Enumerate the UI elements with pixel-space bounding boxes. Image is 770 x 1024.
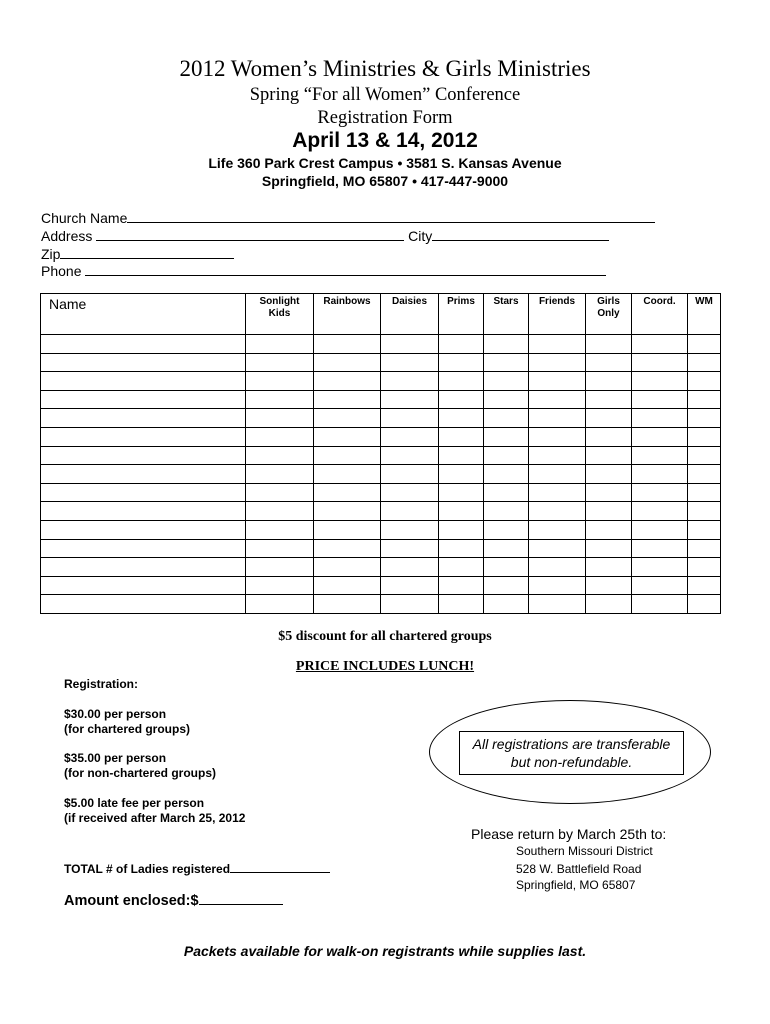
table-cell[interactable]	[381, 335, 439, 354]
table-row	[41, 353, 721, 372]
phone-field[interactable]	[85, 262, 606, 276]
table-cell[interactable]	[484, 595, 529, 614]
name-cell[interactable]	[41, 372, 246, 391]
table-cell[interactable]	[381, 372, 439, 391]
table-cell[interactable]	[688, 372, 721, 391]
return-address-line-1: Southern Missouri District	[516, 844, 653, 858]
column-header-prims: Prims	[439, 294, 484, 335]
table-cell[interactable]	[246, 483, 314, 502]
phone-row	[41, 262, 606, 279]
table-cell[interactable]	[314, 427, 381, 446]
location-line-2: Springfield, MO 65807 • 417-447-9000	[261, 173, 509, 189]
table-cell[interactable]	[439, 409, 484, 428]
table-cell[interactable]	[632, 465, 688, 484]
table-cell[interactable]	[632, 576, 688, 595]
table-cell[interactable]	[632, 446, 688, 465]
name-cell[interactable]	[41, 558, 246, 577]
name-cell[interactable]	[41, 483, 246, 502]
form-name: Registration Form	[317, 108, 453, 128]
table-cell[interactable]	[529, 483, 586, 502]
late-fee: $5.00 late fee per person	[64, 796, 205, 810]
church-name-label: Church Name	[41, 210, 128, 226]
table-row	[41, 372, 721, 391]
table-cell[interactable]	[381, 427, 439, 446]
table-cell[interactable]	[586, 353, 632, 372]
table-cell[interactable]	[688, 558, 721, 577]
table-cell[interactable]	[688, 446, 721, 465]
table-cell[interactable]	[439, 520, 484, 539]
table-cell[interactable]	[688, 465, 721, 484]
table-cell[interactable]	[586, 465, 632, 484]
table-cell[interactable]	[439, 595, 484, 614]
refund-notice-line-2: but non-refundable.	[510, 754, 633, 770]
address-label: Address	[41, 228, 93, 244]
table-cell[interactable]	[632, 558, 688, 577]
table-row	[41, 558, 721, 577]
column-header-daisies: Daisies	[381, 294, 439, 335]
table-cell[interactable]	[586, 427, 632, 446]
table-cell[interactable]	[484, 576, 529, 595]
table-cell[interactable]	[439, 335, 484, 354]
table-cell[interactable]	[586, 558, 632, 577]
table-cell[interactable]	[529, 539, 586, 558]
table-row	[41, 465, 721, 484]
table-cell[interactable]	[314, 558, 381, 577]
table-row	[41, 409, 721, 428]
column-header-coord: Coord.	[632, 294, 688, 335]
name-cell[interactable]	[41, 539, 246, 558]
table-cell[interactable]	[246, 465, 314, 484]
table-row	[41, 335, 721, 354]
refund-notice-line-1: All registrations are transferable	[472, 736, 671, 752]
column-header-sonlight-kids: Sonlight Kids	[246, 294, 314, 335]
column-header-stars: Stars	[484, 294, 529, 335]
table-cell[interactable]	[246, 576, 314, 595]
table-cell[interactable]	[314, 353, 381, 372]
name-cell[interactable]	[41, 409, 246, 428]
table-cell[interactable]	[529, 409, 586, 428]
table-cell[interactable]	[314, 483, 381, 502]
chartered-price: $30.00 per person	[64, 707, 167, 721]
table-cell[interactable]	[688, 353, 721, 372]
table-cell[interactable]	[529, 465, 586, 484]
table-cell[interactable]	[439, 502, 484, 521]
table-cell[interactable]	[314, 502, 381, 521]
chartered-note: (for chartered groups)	[64, 722, 191, 736]
table-cell[interactable]	[484, 465, 529, 484]
phone-label: Phone	[41, 263, 82, 279]
table-header-row	[41, 294, 721, 335]
table-cell[interactable]	[632, 520, 688, 539]
table-cell[interactable]	[484, 502, 529, 521]
table-cell[interactable]	[586, 576, 632, 595]
name-cell[interactable]	[41, 502, 246, 521]
column-header-friends: Friends	[529, 294, 586, 335]
table-row	[41, 520, 721, 539]
city-field[interactable]	[432, 227, 609, 241]
table-cell[interactable]	[586, 595, 632, 614]
address-row	[41, 227, 609, 244]
name-cell[interactable]	[41, 427, 246, 446]
church-name-row	[41, 209, 655, 226]
table-cell[interactable]	[529, 372, 586, 391]
table-row	[41, 446, 721, 465]
table-cell[interactable]	[246, 446, 314, 465]
table-cell[interactable]	[529, 335, 586, 354]
table-cell[interactable]	[586, 502, 632, 521]
table-cell[interactable]	[439, 539, 484, 558]
table-cell[interactable]	[246, 595, 314, 614]
table-cell[interactable]	[632, 595, 688, 614]
total-field[interactable]	[230, 861, 330, 873]
table-cell[interactable]	[688, 483, 721, 502]
table-cell[interactable]	[529, 558, 586, 577]
amount-field[interactable]	[199, 892, 283, 905]
table-cell[interactable]	[246, 427, 314, 446]
table-cell[interactable]	[484, 409, 529, 428]
table-cell[interactable]	[246, 353, 314, 372]
table-cell[interactable]	[439, 372, 484, 391]
nonchartered-note: (for non-chartered groups)	[64, 766, 216, 780]
amount-row	[64, 892, 283, 909]
discount-note: $5 discount for all chartered groups	[278, 629, 492, 644]
table-cell[interactable]	[381, 502, 439, 521]
zip-row	[41, 245, 234, 262]
total-row	[64, 861, 330, 876]
table-cell[interactable]	[688, 390, 721, 409]
table-cell[interactable]	[314, 390, 381, 409]
table-cell[interactable]	[688, 576, 721, 595]
table-cell[interactable]	[484, 520, 529, 539]
table-cell[interactable]	[586, 446, 632, 465]
table-cell[interactable]	[632, 427, 688, 446]
table-row	[41, 483, 721, 502]
name-cell[interactable]	[41, 520, 246, 539]
table-cell[interactable]	[484, 353, 529, 372]
name-cell[interactable]	[41, 390, 246, 409]
registration-heading: Registration:	[64, 677, 139, 691]
table-cell[interactable]	[529, 595, 586, 614]
table-cell[interactable]	[632, 502, 688, 521]
table-cell[interactable]	[586, 483, 632, 502]
table-cell[interactable]	[632, 409, 688, 428]
table-cell[interactable]	[246, 372, 314, 391]
table-cell[interactable]	[484, 390, 529, 409]
table-cell[interactable]	[484, 558, 529, 577]
table-row	[41, 427, 721, 446]
table-cell[interactable]	[688, 409, 721, 428]
table-cell[interactable]	[381, 465, 439, 484]
table-row	[41, 390, 721, 409]
table-cell[interactable]	[246, 502, 314, 521]
table-cell[interactable]	[314, 372, 381, 391]
table-cell[interactable]	[439, 427, 484, 446]
table-cell[interactable]	[484, 335, 529, 354]
table-cell[interactable]	[529, 353, 586, 372]
table-cell[interactable]	[484, 372, 529, 391]
conference-subtitle: Spring “For all Women” Conference	[249, 85, 521, 105]
name-cell[interactable]	[41, 595, 246, 614]
zip-field[interactable]	[60, 245, 234, 259]
name-cell[interactable]	[41, 335, 246, 354]
packets-note: Packets available for walk-on registrants while supplies last.	[183, 943, 587, 959]
table-cell[interactable]	[529, 390, 586, 409]
name-cell[interactable]	[41, 576, 246, 595]
table-cell[interactable]	[688, 502, 721, 521]
table-cell[interactable]	[439, 465, 484, 484]
table-cell[interactable]	[381, 520, 439, 539]
table-cell[interactable]	[246, 335, 314, 354]
return-address-line-2: 528 W. Battlefield Road	[516, 862, 642, 876]
table-cell[interactable]	[381, 390, 439, 409]
table-cell[interactable]	[314, 465, 381, 484]
table-cell[interactable]	[688, 595, 721, 614]
table-cell[interactable]	[314, 595, 381, 614]
zip-label: Zip	[41, 246, 61, 262]
table-cell[interactable]	[484, 483, 529, 502]
table-cell[interactable]	[381, 409, 439, 428]
table-cell[interactable]	[246, 520, 314, 539]
table-cell[interactable]	[314, 409, 381, 428]
table-cell[interactable]	[314, 576, 381, 595]
amount-label: Amount enclosed:$	[64, 893, 199, 909]
table-cell[interactable]	[484, 427, 529, 446]
table-cell[interactable]	[529, 446, 586, 465]
total-label: TOTAL # of Ladies registered	[64, 862, 231, 876]
table-cell[interactable]	[586, 539, 632, 558]
table-cell[interactable]	[484, 539, 529, 558]
name-cell[interactable]	[41, 353, 246, 372]
table-cell[interactable]	[632, 539, 688, 558]
table-cell[interactable]	[381, 483, 439, 502]
table-cell[interactable]	[632, 353, 688, 372]
late-fee-note: (if received after March 25, 2012	[64, 811, 246, 825]
column-header-rainbows: Rainbows	[314, 294, 381, 335]
event-dates: April 13 & 14, 2012	[292, 129, 478, 152]
return-address-line-3: Springfield, MO 65807	[516, 878, 636, 892]
table-row	[41, 539, 721, 558]
table-row	[41, 502, 721, 521]
table-cell[interactable]	[586, 520, 632, 539]
column-header-girls-only: Girls Only	[586, 294, 632, 335]
table-cell[interactable]	[246, 409, 314, 428]
name-cell[interactable]	[41, 465, 246, 484]
table-cell[interactable]	[529, 502, 586, 521]
church-name-field[interactable]	[127, 209, 655, 223]
form-title: 2012 Women’s Ministries & Girls Ministries	[179, 56, 591, 81]
table-cell[interactable]	[529, 576, 586, 595]
table-cell[interactable]	[586, 390, 632, 409]
table-cell[interactable]	[381, 558, 439, 577]
table-cell[interactable]	[632, 335, 688, 354]
return-instructions: Please return by March 25th to:	[471, 826, 667, 842]
table-cell[interactable]	[381, 353, 439, 372]
table-cell[interactable]	[381, 446, 439, 465]
table-cell[interactable]	[632, 390, 688, 409]
address-field[interactable]	[96, 227, 404, 241]
table-cell[interactable]	[314, 520, 381, 539]
column-header-wm: WM	[688, 294, 721, 335]
table-row	[41, 595, 721, 614]
table-cell[interactable]	[246, 558, 314, 577]
table-row	[41, 576, 721, 595]
city-label: City	[408, 228, 433, 244]
table-cell[interactable]	[484, 446, 529, 465]
table-cell[interactable]	[688, 335, 721, 354]
table-cell[interactable]	[439, 576, 484, 595]
table-cell[interactable]	[586, 335, 632, 354]
table-cell[interactable]	[586, 372, 632, 391]
table-cell[interactable]	[688, 520, 721, 539]
table-cell[interactable]	[246, 390, 314, 409]
table-cell[interactable]	[439, 483, 484, 502]
name-cell[interactable]	[41, 446, 246, 465]
table-cell[interactable]	[381, 595, 439, 614]
table-cell[interactable]	[314, 539, 381, 558]
column-header-name: Name	[41, 294, 246, 335]
table-cell[interactable]	[688, 427, 721, 446]
table-cell[interactable]	[314, 446, 381, 465]
refund-notice-box	[459, 731, 684, 775]
table-cell[interactable]	[439, 446, 484, 465]
lunch-note: PRICE INCLUDES LUNCH!	[295, 659, 475, 674]
table-cell[interactable]	[381, 576, 439, 595]
table-cell[interactable]	[314, 335, 381, 354]
table-cell[interactable]	[586, 409, 632, 428]
table-cell[interactable]	[688, 539, 721, 558]
table-cell[interactable]	[439, 353, 484, 372]
nonchartered-price: $35.00 per person	[64, 751, 167, 765]
table-cell[interactable]	[632, 483, 688, 502]
table-cell[interactable]	[381, 539, 439, 558]
table-cell[interactable]	[439, 558, 484, 577]
table-cell[interactable]	[246, 539, 314, 558]
table-cell[interactable]	[529, 520, 586, 539]
table-cell[interactable]	[632, 372, 688, 391]
location-line-1: Life 360 Park Crest Campus • 3581 S. Kansas Avenue	[208, 155, 562, 171]
table-cell[interactable]	[529, 427, 586, 446]
registration-table	[40, 293, 721, 614]
table-cell[interactable]	[439, 390, 484, 409]
